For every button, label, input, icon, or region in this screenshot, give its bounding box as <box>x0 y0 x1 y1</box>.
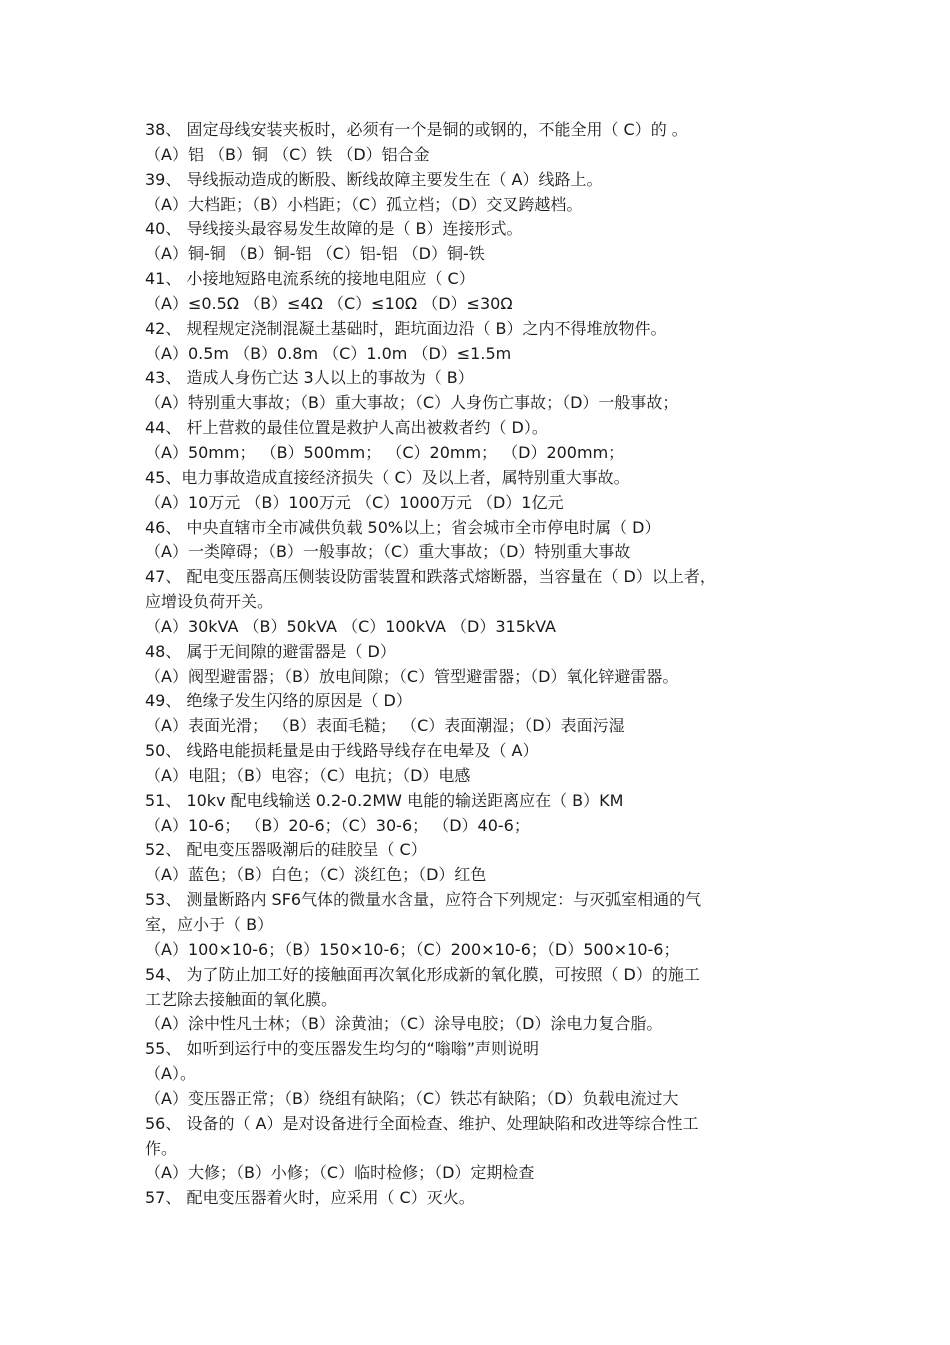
text-line: 40、 导线接头最容易发生故障的是（ B）连接形式。 <box>145 219 523 239</box>
text-line: 作。 <box>145 1138 178 1158</box>
text-line: （A）30kVA （B）50kVA （C）100kVA （D）315kVA <box>145 616 557 636</box>
text-line: （A）铜-铜 （B）铜-铝 （C）铝-铝 （D）铜-铁 <box>145 244 485 264</box>
text-line: 52、 配电变压器吸潮后的硅胶呈（ C） <box>145 840 427 860</box>
text-line: （A）涂中性凡士林；（B）涂黄油；（C）涂导电胶；（D）涂电力复合脂。 <box>145 1014 663 1034</box>
text-line: （A）100×10-6；（B）150×10-6；（C）200×10-6；（D）500×10-6； <box>145 939 680 959</box>
text-line: 46、 中央直辖市全市减供负载 50%以上；省会城市全市停电时属（ D） <box>145 517 661 537</box>
text-line: 41、 小接地短路电流系统的接地电阻应（ C） <box>145 269 475 289</box>
text-line: 48、 属于无间隙的避雷器是（ D） <box>145 641 396 661</box>
text-line: （A）特别重大事故；（B）重大事故；（C）人身伤亡事故；（D）一般事故； <box>145 393 679 413</box>
text-line: 38、 固定母线安装夹板时，必须有一个是铜的或钢的，不能全用（ C）的 。 <box>145 120 688 139</box>
text-line: 42、 规程规定浇制混凝土基础时，距坑面边沿（ B）之内不得堆放物件。 <box>145 318 667 338</box>
text-line: （A）大修；（B）小修；（C）临时检修；（D）定期检查 <box>145 1163 535 1183</box>
text-line: 55、 如听到运行中的变压器发生均匀的“嗡嗡”声则说明 <box>145 1039 540 1059</box>
text-line: 室，应小于（ B） <box>145 915 274 934</box>
text-line: （A）。 <box>145 1064 196 1084</box>
text-line: （A）变压器正常；（B）绕组有缺陷；（C）铁芯有缺陷；（D）负载电流过大 <box>145 1088 679 1108</box>
text-line: 44、 杆上营救的最佳位置是救护人高出被救者约（ D）。 <box>145 418 548 438</box>
text-line: （A）阀型避雷器；（B）放电间隙；（C）管型避雷器；（D）氧化锌避雷器。 <box>145 666 679 686</box>
text-line: （A）≤0.5Ω （B）≤4Ω （C）≤10Ω （D）≤30Ω <box>145 293 513 313</box>
text-line: （A）一类障碍；（B）一般事故；（C）重大事故；（D）特别重大事故 <box>145 542 631 562</box>
text-line: （A）0.5m （B）0.8m （C）1.0m （D）≤1.5m <box>145 343 512 363</box>
text-line: 53、 测量断路内 SF6气体的微量水含量，应符合下列规定：与灭弧室相通的气 <box>145 890 702 910</box>
text-line: 47、 配电变压器高压侧装设防雷装置和跌落式熔断器，当容量在（ D）以上者， <box>145 567 716 587</box>
text-line: （A）铝 （B）铜 （C）铁 （D）铝合金 <box>145 144 430 164</box>
question-list <box>145 118 825 1211</box>
text-line: （A）10万元 （B）100万元 （C）1000万元 （D）1亿元 <box>145 492 564 512</box>
text-line: （A）50mm； （B）500mm； （C）20mm； （D）200mm； <box>145 442 625 462</box>
text-line: （A）大档距；（B）小档距；（C）孤立档；（D）交叉跨越档。 <box>145 194 583 214</box>
text-line: 应增设负荷开关。 <box>145 592 274 612</box>
text-line: 51、 10kv 配电线输送 0.2-0.2MW 电能的输送距离应在（ B）KM <box>145 790 624 810</box>
text-line: 56、 设备的（ A）是对设备进行全面检查、维护、处理缺陷和改进等综合性工 <box>145 1113 699 1133</box>
text-line: （A）蓝色；（B）白色；（C）淡红色；（D）红色 <box>145 865 487 885</box>
text-line: （A）电阻；（B）电容；（C）电抗；（D）电感 <box>145 765 471 785</box>
text-line: （A）10-6； （B）20-6；（C）30-6； （D）40-6； <box>145 815 530 835</box>
text-line: 49、 绝缘子发生闪络的原因是（ D） <box>145 691 412 711</box>
text-line: 54、 为了防止加工好的接触面再次氧化形成新的氧化膜，可按照（ D）的施工 <box>145 964 700 984</box>
text-line: 39、 导线振动造成的断股、断线故障主要发生在（ A）线路上。 <box>145 169 603 189</box>
text-line: 50、 线路电能损耗量是由于线路导线存在电晕及（ A） <box>145 741 539 761</box>
text-line: 45、电力事故造成直接经济损失（ C）及以上者，属特别重大事故。 <box>145 467 630 487</box>
text-line: （A）表面光滑； （B）表面毛糙； （C）表面潮湿；（D）表面污湿 <box>145 716 625 736</box>
text-line: 43、 造成人身伤亡达 3人以上的事故为（ B） <box>145 368 474 388</box>
text-line: 57、 配电变压器着火时，应采用（ C）灭火。 <box>145 1188 475 1208</box>
text-line: 工艺除去接触面的氧化膜。 <box>145 989 338 1009</box>
